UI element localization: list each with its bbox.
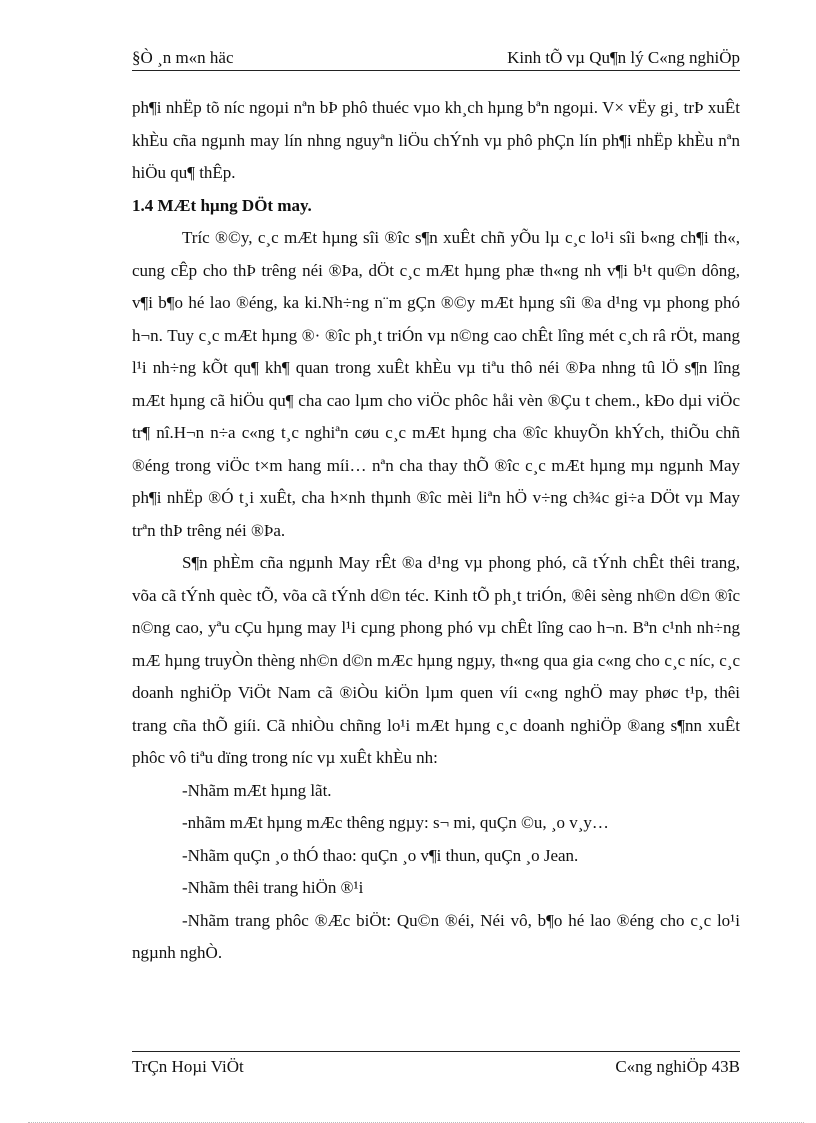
section-heading: 1.4 MÆt hµng DÖt may. (132, 195, 312, 215)
footer-author: TrÇn Hoµi ViÖt (132, 1057, 244, 1076)
page-header (132, 48, 740, 71)
list-item: -Nhãm thêi trang hiÖn ®¹i (182, 878, 364, 897)
paragraph-garment-products: S¶n phÈm cña ngµnh May rÊt ®a d¹ng vµ phong phó, cã tÝnh chÊt thêi trang, võa cã tÝnh quèc tÕ, võa cã tÝnh d©n téc. Kinh tÕ ph¸t triÓn, ®êi sèng nh©n d©n ®îc n©ng cao, yªu cÇu hµng may l¹i cµng phong phó vµ chÊt lîng cao h¬n. Bªn c¹nh nh÷ng mÆ hµng truyÒn thèng nh©n d©n mÆc hµng ngµy, th«ng qua gia c«ng cho c¸c níc, c¸c doanh nghiÖp ViÖt Nam cã ®iÒu kiÖn lµm quen víi c«ng nghÖ may phøc t¹p, thêi trang cña thÕ giíi. Cã nhiÒu chñng lo¹i mÆt hµng c¸c doanh nghiÖp ®ang s¶nn xuÊt phôc vô tiªu dïng trong níc vµ xuÊt khÈu nh: (132, 553, 740, 767)
page-footer (132, 1051, 740, 1076)
document-body (132, 92, 740, 970)
paragraph-intro: ph¶i nhËp tõ níc ngoµi nªn bÞ phô thuéc vµo kh¸ch hµng bªn ngoµi. V× vËy gi¸ trÞ xuÊt khÈu cña ngµnh may lín nhng nguyªn liÖu chÝnh vµ phô phÇn lín ph¶i nhËp khÈu nªn hiÖu qu¶ thÊp. (132, 98, 740, 182)
footer-class: C«ng nghiÖp 43B (615, 1057, 740, 1076)
list-item: -Nhãm mÆt hµng lãt. (182, 780, 332, 800)
header-subject-title: Kinh tÕ vµ Qu¶n lý C«ng nghiÖp (507, 48, 740, 67)
list-item: -Nhãm quÇn ¸o thÓ thao: quÇn ¸o v¶i thun, quÇn ¸o Jean. (182, 845, 579, 865)
list-item: -Nhãm trang phôc ®Æc biÖt: Qu©n ®éi, Néi vô, b¶o hé lao ®éng cho c¸c lo¹i ngµnh nghÒ. (132, 910, 740, 962)
list-item: -nhãm mÆt hµng mÆc thêng ngµy: s¬ mi, quÇn ©u, ¸o v¸y… (182, 813, 609, 832)
header-course-title: §Ò ¸n m«n häc (132, 48, 234, 67)
paragraph-textile-products: Tríc ®©y, c¸c mÆt hµng sîi ®îc s¶n xuÊt chñ yÕu lµ c¸c lo¹i sîi b«ng ch¶i th«, cung cÊp cho thÞ trêng néi ®Þa, dÖt c¸c mÆt hµng phæ th«ng nh v¶i b¹t qu©n dông, v¶i b¶o hé lao ®éng, ka ki.Nh÷ng n¨m gÇn ®©y mÆt hµng sîi ®a d¹ng vµ phong phó h¬n. Tuy c¸c mÆt hµng ®· ®îc ph¸t triÓn vµ n©ng cao chÊt lîng mét c¸ch râ rÖt, mang l¹i nh÷ng kÕt qu¶ kh¶ quan trong xuÊt khÈu vµ tiªu thô néi ®Þa nhng tû lÖ s¶n lîng mÆt hµng cã hiÖu qu¶ cha cao lµm cho viÖc phôc håi vèn ®Çu t chem., kÐo dµi viÖc tr¶ nî.H¬n n÷a c«ng t¸c nghiªn cøu c¸c mÆt hµng cha ®îc khuyÕn khÝch, thiÕu chñ ®éng trong viÖc t×m hang míi… nªn cha thay thÕ ®îc c¸c mÆt hµng mµ ngµnh May ph¶i nhËp ®Ó t¸i xuÊt, cha h×nh thµnh ®îc mèi liªn hÖ v÷ng ch¾c gi÷a DÖt vµ May trªn thÞ trêng néi ®Þa. (132, 228, 740, 540)
